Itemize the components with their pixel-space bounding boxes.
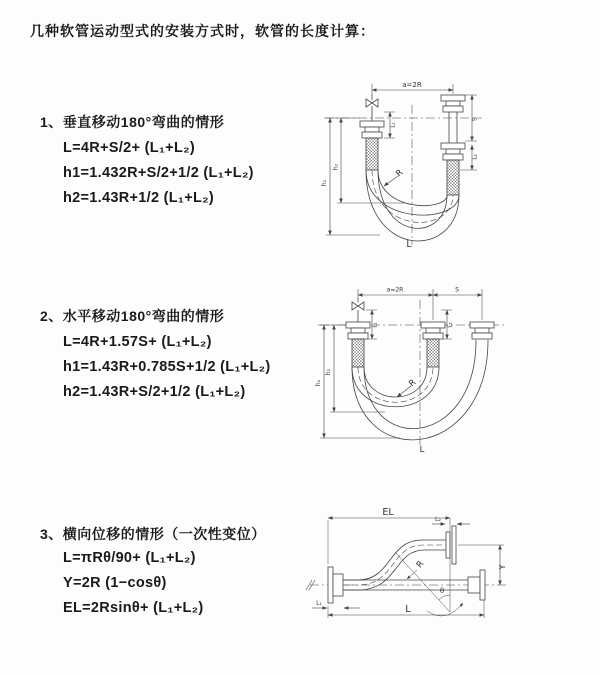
section-2-formula-h1: h1=1.43R+0.785S+1/2 (L₁+L₂) xyxy=(63,359,271,375)
lateral-displacement-diagram xyxy=(300,500,600,675)
right-flange xyxy=(468,570,485,600)
radius-line xyxy=(395,552,450,612)
section-1-formula-L: L=4R+S/2+ (L₁+L₂) xyxy=(63,140,195,156)
dim-label-a2r: a=2R xyxy=(386,286,404,294)
rotation-arrow xyxy=(427,603,463,616)
displaced-pipe-fitting xyxy=(470,322,494,339)
dim-label-l2: L₂ xyxy=(435,516,441,523)
left-pipe-fitting xyxy=(346,322,370,367)
theta-arc xyxy=(439,595,450,600)
section-1-heading: 1、垂直移动180°弯曲的情形 xyxy=(40,114,225,130)
dim-label-h2: h₂ xyxy=(325,368,332,376)
curved-hose xyxy=(343,540,446,590)
displaced-flange xyxy=(446,526,456,564)
dim-label-l1: L₁ xyxy=(390,122,397,128)
dim-label-length: L xyxy=(419,445,425,455)
valve-icon xyxy=(366,94,378,121)
section-3-heading: 3、横向位移的情形（一次性变位） xyxy=(40,526,266,542)
section-2-heading: 2、水平移动180°弯曲的情形 xyxy=(40,308,225,324)
section-3-formula-L: L=πRθ/90+ (L₁+L₂) xyxy=(63,550,196,566)
dim-label-h1: h₁ xyxy=(315,379,322,387)
dim-label-l2: L₂ xyxy=(472,154,479,160)
right-pipe-fitting xyxy=(441,95,465,195)
dim-label-y: Y xyxy=(498,564,507,570)
dim-label-length: L xyxy=(406,239,412,250)
dim-label-l2: L₂ xyxy=(447,322,454,328)
dim-label-s: S xyxy=(470,116,479,122)
section-1-formula-h2: h2=1.43R+1/2 (L₁+L₂) xyxy=(63,190,215,206)
dim-label-theta: θ xyxy=(439,587,445,595)
diagram-1-linework xyxy=(324,84,482,245)
section-1-formula-h1: h1=1.432R+S/2+1/2 (L₁+L₂) xyxy=(63,165,254,181)
left-pipe-fitting xyxy=(360,121,384,170)
dim-label-radius: R xyxy=(414,559,427,571)
dim-label-s: S xyxy=(455,286,459,294)
page-title: 几种软管运动型式的安装方式时，软管的长度计算： xyxy=(30,23,375,39)
dim-label-h2: h₂ xyxy=(332,163,340,171)
middle-pipe-fitting xyxy=(421,322,445,367)
diagram-3-linework xyxy=(306,518,508,618)
section-2-formula-h2: h2=1.43R+S/2+1/2 (L₁+L₂) xyxy=(63,384,246,400)
diagram-2-linework xyxy=(318,286,505,448)
dim-label-radius: R xyxy=(394,167,406,180)
section-3-formula-EL: EL=2Rsinθ+ (L₁+L₂) xyxy=(63,600,204,616)
dim-label-h1: h₁ xyxy=(321,179,328,187)
vertical-180-bend-diagram xyxy=(310,75,600,265)
hose-arcs xyxy=(366,167,459,241)
dim-label-a2r: a=2R xyxy=(402,81,422,89)
left-flange xyxy=(328,567,343,603)
valve-icon xyxy=(352,298,364,322)
dim-label-length: L xyxy=(405,604,411,615)
dim-label-el: EL xyxy=(382,507,394,518)
dim-label-radius: R xyxy=(407,377,419,390)
dim-label-l1: L₁ xyxy=(316,600,322,607)
dim-label-l1: L₁ xyxy=(372,322,379,328)
section-3-formula-Y: Y=2R (1−cosθ) xyxy=(63,575,167,591)
section-2-formula-L: L=4R+1.57S+ (L₁+L₂) xyxy=(63,334,212,350)
horizontal-180-bend-diagram xyxy=(310,280,600,470)
